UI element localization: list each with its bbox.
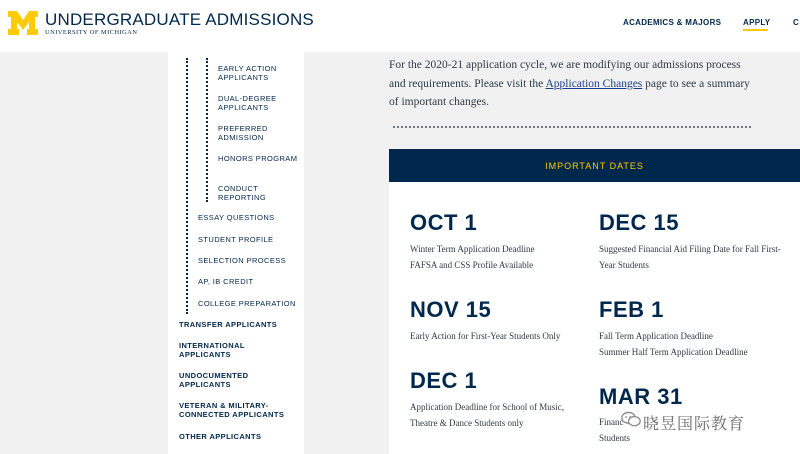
sidebar-item-veteran-military[interactable]: VETERAN & MILITARY-CONNECTED APPLICANTS — [179, 401, 285, 419]
sidebar-item-other-applicants[interactable]: OTHER APPLICANTS — [179, 432, 262, 441]
date-description: Students — [599, 432, 631, 443]
intro-paragraph — [389, 56, 759, 112]
date-item — [410, 211, 535, 273]
sidebar-item-college-preparation[interactable]: COLLEGE PREPARATION — [198, 299, 296, 308]
nav-item-cut-off[interactable]: C — [793, 18, 800, 27]
block-m-logo-icon[interactable] — [8, 11, 38, 35]
sidebar-item-dual-degree[interactable]: DUAL-DEGREE APPLICANTS — [218, 94, 277, 112]
date-description: Financ — [599, 417, 624, 427]
sidebar-dotted-guide-outer — [186, 58, 188, 314]
sidebar-item-early-action[interactable]: EARLY ACTION APPLICANTS — [218, 64, 277, 82]
sidebar-dotted-guide-inner — [206, 58, 208, 202]
sidebar-item-conduct-reporting[interactable]: CONDUCT REPORTING — [218, 184, 267, 202]
date-heading: DEC 15 — [599, 210, 680, 235]
nav-apply[interactable]: APPLY — [743, 18, 771, 27]
date-heading: OCT 1 — [410, 210, 478, 235]
date-heading: FEB 1 — [599, 297, 664, 322]
date-heading: MAR 31 — [599, 384, 683, 409]
date-item — [599, 298, 789, 360]
sidebar-item-essay-questions[interactable]: ESSAY QUESTIONS — [198, 213, 275, 222]
important-dates-title: IMPORTANT DATES — [545, 161, 644, 171]
main-content — [304, 52, 800, 454]
date-item — [599, 211, 789, 273]
brand-subtitle: UNIVERSITY OF MICHIGAN — [45, 29, 138, 36]
sidebar-item-student-profile[interactable]: STUDENT PROFILE — [198, 235, 274, 244]
date-description: Winter Term Application Deadline — [410, 244, 535, 254]
date-item — [410, 298, 560, 345]
date-heading: DEC 1 — [410, 368, 478, 393]
date-description: Summer Half Term Application Deadline — [599, 346, 748, 357]
sidebar-item-undocumented-applicants[interactable]: UNDOCUMENTED APPLICANTS — [179, 371, 249, 389]
date-description: Early Action for First-Year Students Only — [410, 331, 561, 341]
sidebar-item-selection-process[interactable]: SELECTION PROCESS — [198, 256, 287, 265]
intro-text-end: page to see a summary of important changes. — [389, 77, 750, 108]
sidebar-item-preferred-admission[interactable]: PREFERRED ADMISSION — [218, 124, 268, 142]
nav-academics-majors[interactable]: ACADEMICS & MAJORS — [623, 18, 722, 27]
dotted-divider — [393, 126, 751, 128]
site-header — [0, 0, 800, 52]
date-description: Suggested Financial Aid Filing Date for Fall First-Year Students — [599, 244, 781, 270]
wechat-logo-icon — [621, 411, 641, 428]
sidebar-item-international-applicants[interactable]: INTERNATIONAL APPLICANTS — [179, 341, 245, 359]
date-item — [410, 369, 588, 431]
sidebar-item-honors-program[interactable]: HONORS PROGRAM — [218, 154, 298, 163]
date-description: FAFSA and CSS Profile Available — [410, 259, 534, 270]
important-dates-header — [389, 149, 800, 182]
sidebar-item-transfer-applicants[interactable]: TRANSFER APPLICANTS — [179, 320, 278, 329]
brand-title[interactable]: UNDERGRADUATE ADMISSIONS — [45, 10, 314, 29]
date-description: Application Deadline for School of Music, Theatre & Dance Students only — [410, 402, 564, 428]
nav-active-underline — [743, 29, 768, 31]
date-heading: NOV 15 — [410, 297, 492, 322]
intro-text-start: For the 2020-21 application cycle, we are modifying our admissions process and requirements. Please visit the — [389, 59, 741, 90]
sidebar-nav — [168, 52, 304, 454]
watermark — [621, 409, 796, 433]
application-changes-link[interactable]: Application Changes — [545, 77, 643, 90]
important-dates-panel — [389, 149, 800, 454]
date-description: Fall Term Application Deadline — [599, 331, 713, 341]
watermark-text: 晓昱国际教育 — [643, 414, 746, 433]
sidebar-item-ap-ib-credit[interactable]: AP, IB CREDIT — [198, 277, 254, 286]
